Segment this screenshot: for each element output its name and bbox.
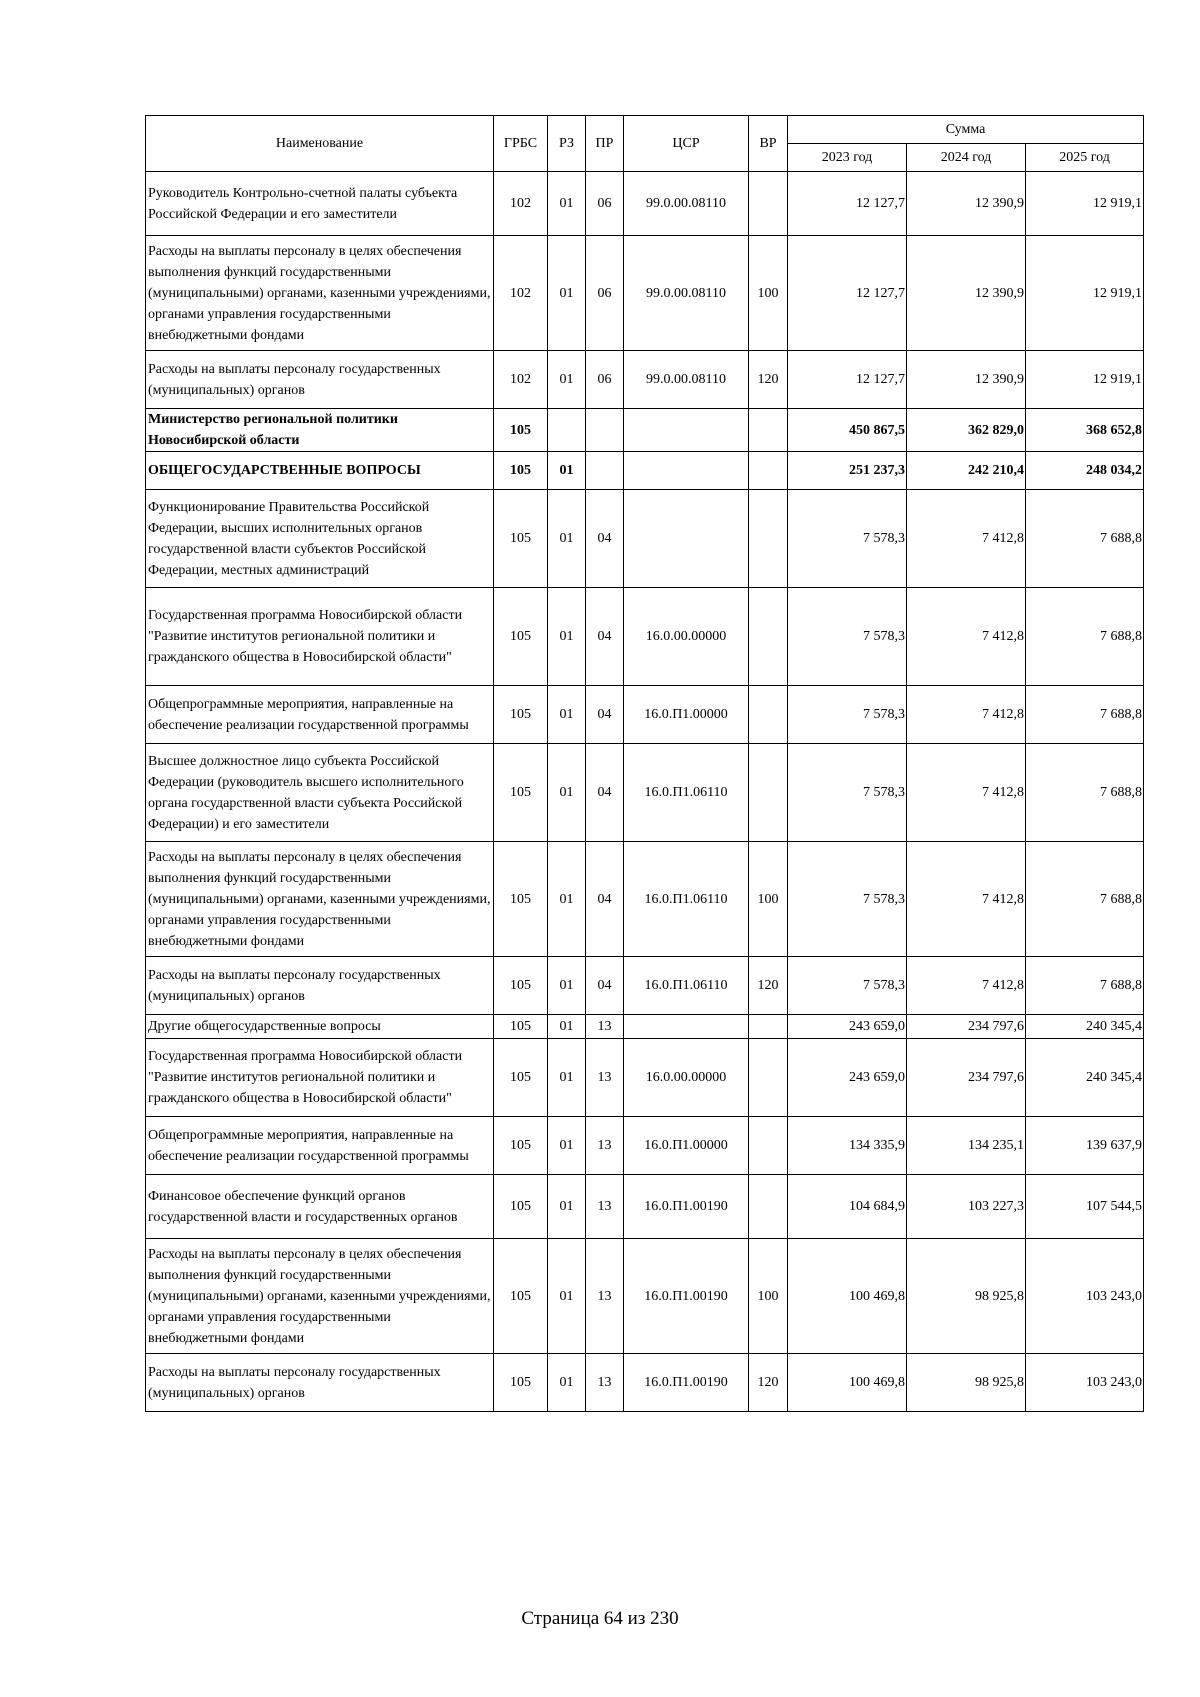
row-grbs: 105 <box>494 842 548 957</box>
row-grbs: 102 <box>494 172 548 236</box>
row-grbs: 105 <box>494 452 548 490</box>
row-rz: 01 <box>548 1354 586 1412</box>
table-row <box>146 1015 1144 1039</box>
row-sum-2024: 103 227,3 <box>907 1175 1026 1239</box>
row-rz: 01 <box>548 1239 586 1354</box>
row-sum-2025: 12 919,1 <box>1026 236 1144 351</box>
header-name: Наименование <box>146 116 494 172</box>
row-sum-2023: 12 127,7 <box>788 351 907 409</box>
row-vr <box>749 1039 788 1117</box>
row-sum-2025: 103 243,0 <box>1026 1239 1144 1354</box>
row-sum-2024: 362 829,0 <box>907 409 1026 452</box>
table-row <box>146 452 1144 490</box>
row-sum-2024: 242 210,4 <box>907 452 1026 490</box>
row-rz: 01 <box>548 744 586 842</box>
row-pr: 06 <box>586 351 624 409</box>
row-name: Государственная программа Новосибирской области "Развитие институтов региональной политики и гражданского общества в Новосибирской области" <box>146 588 494 686</box>
table-row <box>146 1117 1144 1175</box>
row-rz: 01 <box>548 351 586 409</box>
row-csr: 16.0.П1.00000 <box>624 1117 749 1175</box>
row-sum-2023: 450 867,5 <box>788 409 907 452</box>
row-sum-2024: 234 797,6 <box>907 1039 1026 1117</box>
table-row <box>146 1175 1144 1239</box>
row-pr: 04 <box>586 744 624 842</box>
row-sum-2025: 7 688,8 <box>1026 744 1144 842</box>
table-body <box>146 172 1144 1412</box>
row-grbs: 105 <box>494 1117 548 1175</box>
row-sum-2024: 12 390,9 <box>907 351 1026 409</box>
row-sum-2025: 103 243,0 <box>1026 1354 1144 1412</box>
row-sum-2023: 7 578,3 <box>788 744 907 842</box>
row-rz: 01 <box>548 842 586 957</box>
row-csr: 16.0.00.00000 <box>624 588 749 686</box>
row-sum-2025: 248 034,2 <box>1026 452 1144 490</box>
row-rz: 01 <box>548 686 586 744</box>
row-grbs: 105 <box>494 1175 548 1239</box>
row-pr: 13 <box>586 1039 624 1117</box>
row-pr: 13 <box>586 1175 624 1239</box>
row-grbs: 105 <box>494 409 548 452</box>
row-sum-2025: 7 688,8 <box>1026 588 1144 686</box>
table-row <box>146 744 1144 842</box>
row-sum-2025: 368 652,8 <box>1026 409 1144 452</box>
header-pr: ПР <box>586 116 624 172</box>
row-sum-2024: 98 925,8 <box>907 1239 1026 1354</box>
row-name: Высшее должностное лицо субъекта Российской Федерации (руководитель высшего исполнительного органа государственной власти субъекта Российской Федерации) и его заместители <box>146 744 494 842</box>
table-row <box>146 172 1144 236</box>
header-rz: РЗ <box>548 116 586 172</box>
row-sum-2023: 100 469,8 <box>788 1239 907 1354</box>
row-csr <box>624 409 749 452</box>
row-sum-2025: 7 688,8 <box>1026 686 1144 744</box>
row-grbs: 105 <box>494 588 548 686</box>
row-sum-2023: 7 578,3 <box>788 588 907 686</box>
row-name: Государственная программа Новосибирской области "Развитие институтов региональной политики и гражданского общества в Новосибирской области" <box>146 1039 494 1117</box>
row-pr: 13 <box>586 1117 624 1175</box>
row-vr <box>749 744 788 842</box>
row-name: Общепрограммные мероприятия, направленные на обеспечение реализации государственной программы <box>146 1117 494 1175</box>
row-sum-2025: 139 637,9 <box>1026 1117 1144 1175</box>
row-grbs: 102 <box>494 351 548 409</box>
header-grbs: ГРБС <box>494 116 548 172</box>
row-vr <box>749 409 788 452</box>
row-name: Руководитель Контрольно-счетной палаты субъекта Российской Федерации и его заместители <box>146 172 494 236</box>
row-sum-2023: 12 127,7 <box>788 236 907 351</box>
row-sum-2023: 243 659,0 <box>788 1039 907 1117</box>
row-vr <box>749 452 788 490</box>
row-name: Расходы на выплаты персоналу государственных (муниципальных) органов <box>146 957 494 1015</box>
row-sum-2024: 98 925,8 <box>907 1354 1026 1412</box>
row-csr: 16.0.П1.00000 <box>624 686 749 744</box>
row-grbs: 105 <box>494 957 548 1015</box>
row-sum-2024: 12 390,9 <box>907 236 1026 351</box>
row-vr: 100 <box>749 842 788 957</box>
table-row <box>146 686 1144 744</box>
row-name: Функционирование Правительства Российской Федерации, высших исполнительных органов государственной власти субъектов Российской Федерации, местных администраций <box>146 490 494 588</box>
row-grbs: 105 <box>494 744 548 842</box>
row-pr: 13 <box>586 1239 624 1354</box>
row-grbs: 102 <box>494 236 548 351</box>
row-sum-2023: 104 684,9 <box>788 1175 907 1239</box>
row-vr <box>749 686 788 744</box>
row-sum-2025: 107 544,5 <box>1026 1175 1144 1239</box>
row-name: ОБЩЕГОСУДАРСТВЕННЫЕ ВОПРОСЫ <box>146 452 494 490</box>
row-grbs: 105 <box>494 1354 548 1412</box>
row-pr: 13 <box>586 1354 624 1412</box>
row-csr: 99.0.00.08110 <box>624 236 749 351</box>
row-pr: 04 <box>586 957 624 1015</box>
row-sum-2025: 240 345,4 <box>1026 1015 1144 1039</box>
row-csr: 99.0.00.08110 <box>624 351 749 409</box>
table-row <box>146 588 1144 686</box>
row-grbs: 105 <box>494 1015 548 1039</box>
row-csr: 99.0.00.08110 <box>624 172 749 236</box>
row-sum-2023: 7 578,3 <box>788 490 907 588</box>
row-vr <box>749 1015 788 1039</box>
row-rz: 01 <box>548 172 586 236</box>
budget-table <box>145 115 1144 1412</box>
row-sum-2025: 12 919,1 <box>1026 351 1144 409</box>
row-name: Другие общегосударственные вопросы <box>146 1015 494 1039</box>
row-pr: 04 <box>586 842 624 957</box>
row-rz: 01 <box>548 236 586 351</box>
row-vr <box>749 1175 788 1239</box>
row-sum-2023: 134 335,9 <box>788 1117 907 1175</box>
header-year-2023: 2023 год <box>788 144 907 172</box>
header-vr: ВР <box>749 116 788 172</box>
row-sum-2024: 7 412,8 <box>907 744 1026 842</box>
row-rz: 01 <box>548 452 586 490</box>
table-row <box>146 957 1144 1015</box>
row-sum-2025: 12 919,1 <box>1026 172 1144 236</box>
table-row <box>146 1239 1144 1354</box>
table-header <box>146 116 1144 172</box>
row-sum-2024: 234 797,6 <box>907 1015 1026 1039</box>
row-rz: 01 <box>548 588 586 686</box>
table-row <box>146 1354 1144 1412</box>
row-name: Расходы на выплаты персоналу государственных (муниципальных) органов <box>146 1354 494 1412</box>
row-name: Общепрограммные мероприятия, направленные на обеспечение реализации государственной программы <box>146 686 494 744</box>
table-row <box>146 1039 1144 1117</box>
row-vr <box>749 490 788 588</box>
page-number: Страница 64 из 230 <box>521 1608 679 1629</box>
header-csr: ЦСР <box>624 116 749 172</box>
row-sum-2024: 134 235,1 <box>907 1117 1026 1175</box>
row-csr: 16.0.П1.06110 <box>624 842 749 957</box>
row-rz: 01 <box>548 957 586 1015</box>
row-sum-2023: 243 659,0 <box>788 1015 907 1039</box>
row-vr <box>749 588 788 686</box>
row-pr: 06 <box>586 236 624 351</box>
row-csr: 16.0.П1.06110 <box>624 744 749 842</box>
row-sum-2025: 240 345,4 <box>1026 1039 1144 1117</box>
row-sum-2024: 7 412,8 <box>907 686 1026 744</box>
header-year-2024: 2024 год <box>907 144 1026 172</box>
row-rz <box>548 409 586 452</box>
row-csr: 16.0.П1.00190 <box>624 1354 749 1412</box>
row-sum-2024: 7 412,8 <box>907 490 1026 588</box>
row-vr <box>749 1117 788 1175</box>
row-vr <box>749 172 788 236</box>
row-grbs: 105 <box>494 1239 548 1354</box>
row-sum-2023: 12 127,7 <box>788 172 907 236</box>
row-csr: 16.0.П1.06110 <box>624 957 749 1015</box>
row-sum-2023: 7 578,3 <box>788 842 907 957</box>
row-csr <box>624 1015 749 1039</box>
header-year-2025: 2025 год <box>1026 144 1144 172</box>
row-sum-2024: 12 390,9 <box>907 172 1026 236</box>
header-sum: Сумма <box>788 116 1144 144</box>
row-name: Расходы на выплаты персоналу в целях обеспечения выполнения функций государственными (муниципальными) органами, казенными учреждениями, органами управления государственными внебюджетными фондами <box>146 236 494 351</box>
row-sum-2024: 7 412,8 <box>907 842 1026 957</box>
row-sum-2023: 251 237,3 <box>788 452 907 490</box>
row-rz: 01 <box>548 1117 586 1175</box>
row-sum-2025: 7 688,8 <box>1026 957 1144 1015</box>
row-pr: 04 <box>586 588 624 686</box>
row-csr <box>624 490 749 588</box>
row-rz: 01 <box>548 1039 586 1117</box>
row-vr: 120 <box>749 1354 788 1412</box>
row-name: Расходы на выплаты персоналу государственных (муниципальных) органов <box>146 351 494 409</box>
row-name: Министерство региональной политики Новосибирской области <box>146 409 494 452</box>
row-csr: 16.0.П1.00190 <box>624 1175 749 1239</box>
row-sum-2025: 7 688,8 <box>1026 490 1144 588</box>
row-name: Финансовое обеспечение функций органов государственной власти и государственных органов <box>146 1175 494 1239</box>
row-pr <box>586 452 624 490</box>
row-pr <box>586 409 624 452</box>
row-vr: 100 <box>749 1239 788 1354</box>
row-vr: 120 <box>749 957 788 1015</box>
row-csr <box>624 452 749 490</box>
row-name: Расходы на выплаты персоналу в целях обеспечения выполнения функций государственными (муниципальными) органами, казенными учреждениями, органами управления государственными внебюджетными фондами <box>146 842 494 957</box>
row-sum-2024: 7 412,8 <box>907 588 1026 686</box>
row-grbs: 105 <box>494 686 548 744</box>
row-vr: 100 <box>749 236 788 351</box>
row-pr: 04 <box>586 686 624 744</box>
row-grbs: 105 <box>494 490 548 588</box>
row-name: Расходы на выплаты персоналу в целях обеспечения выполнения функций государственными (муниципальными) органами, казенными учреждениями, органами управления государственными внебюджетными фондами <box>146 1239 494 1354</box>
table-row <box>146 490 1144 588</box>
row-grbs: 105 <box>494 1039 548 1117</box>
table-row <box>146 236 1144 351</box>
row-csr: 16.0.00.00000 <box>624 1039 749 1117</box>
row-rz: 01 <box>548 1175 586 1239</box>
row-sum-2023: 7 578,3 <box>788 686 907 744</box>
row-sum-2025: 7 688,8 <box>1026 842 1144 957</box>
row-pr: 06 <box>586 172 624 236</box>
row-vr: 120 <box>749 351 788 409</box>
row-rz: 01 <box>548 1015 586 1039</box>
table-row <box>146 842 1144 957</box>
row-sum-2024: 7 412,8 <box>907 957 1026 1015</box>
table-row <box>146 351 1144 409</box>
row-rz: 01 <box>548 490 586 588</box>
row-pr: 13 <box>586 1015 624 1039</box>
row-pr: 04 <box>586 490 624 588</box>
table-row <box>146 409 1144 452</box>
row-sum-2023: 7 578,3 <box>788 957 907 1015</box>
row-sum-2023: 100 469,8 <box>788 1354 907 1412</box>
row-csr: 16.0.П1.00190 <box>624 1239 749 1354</box>
